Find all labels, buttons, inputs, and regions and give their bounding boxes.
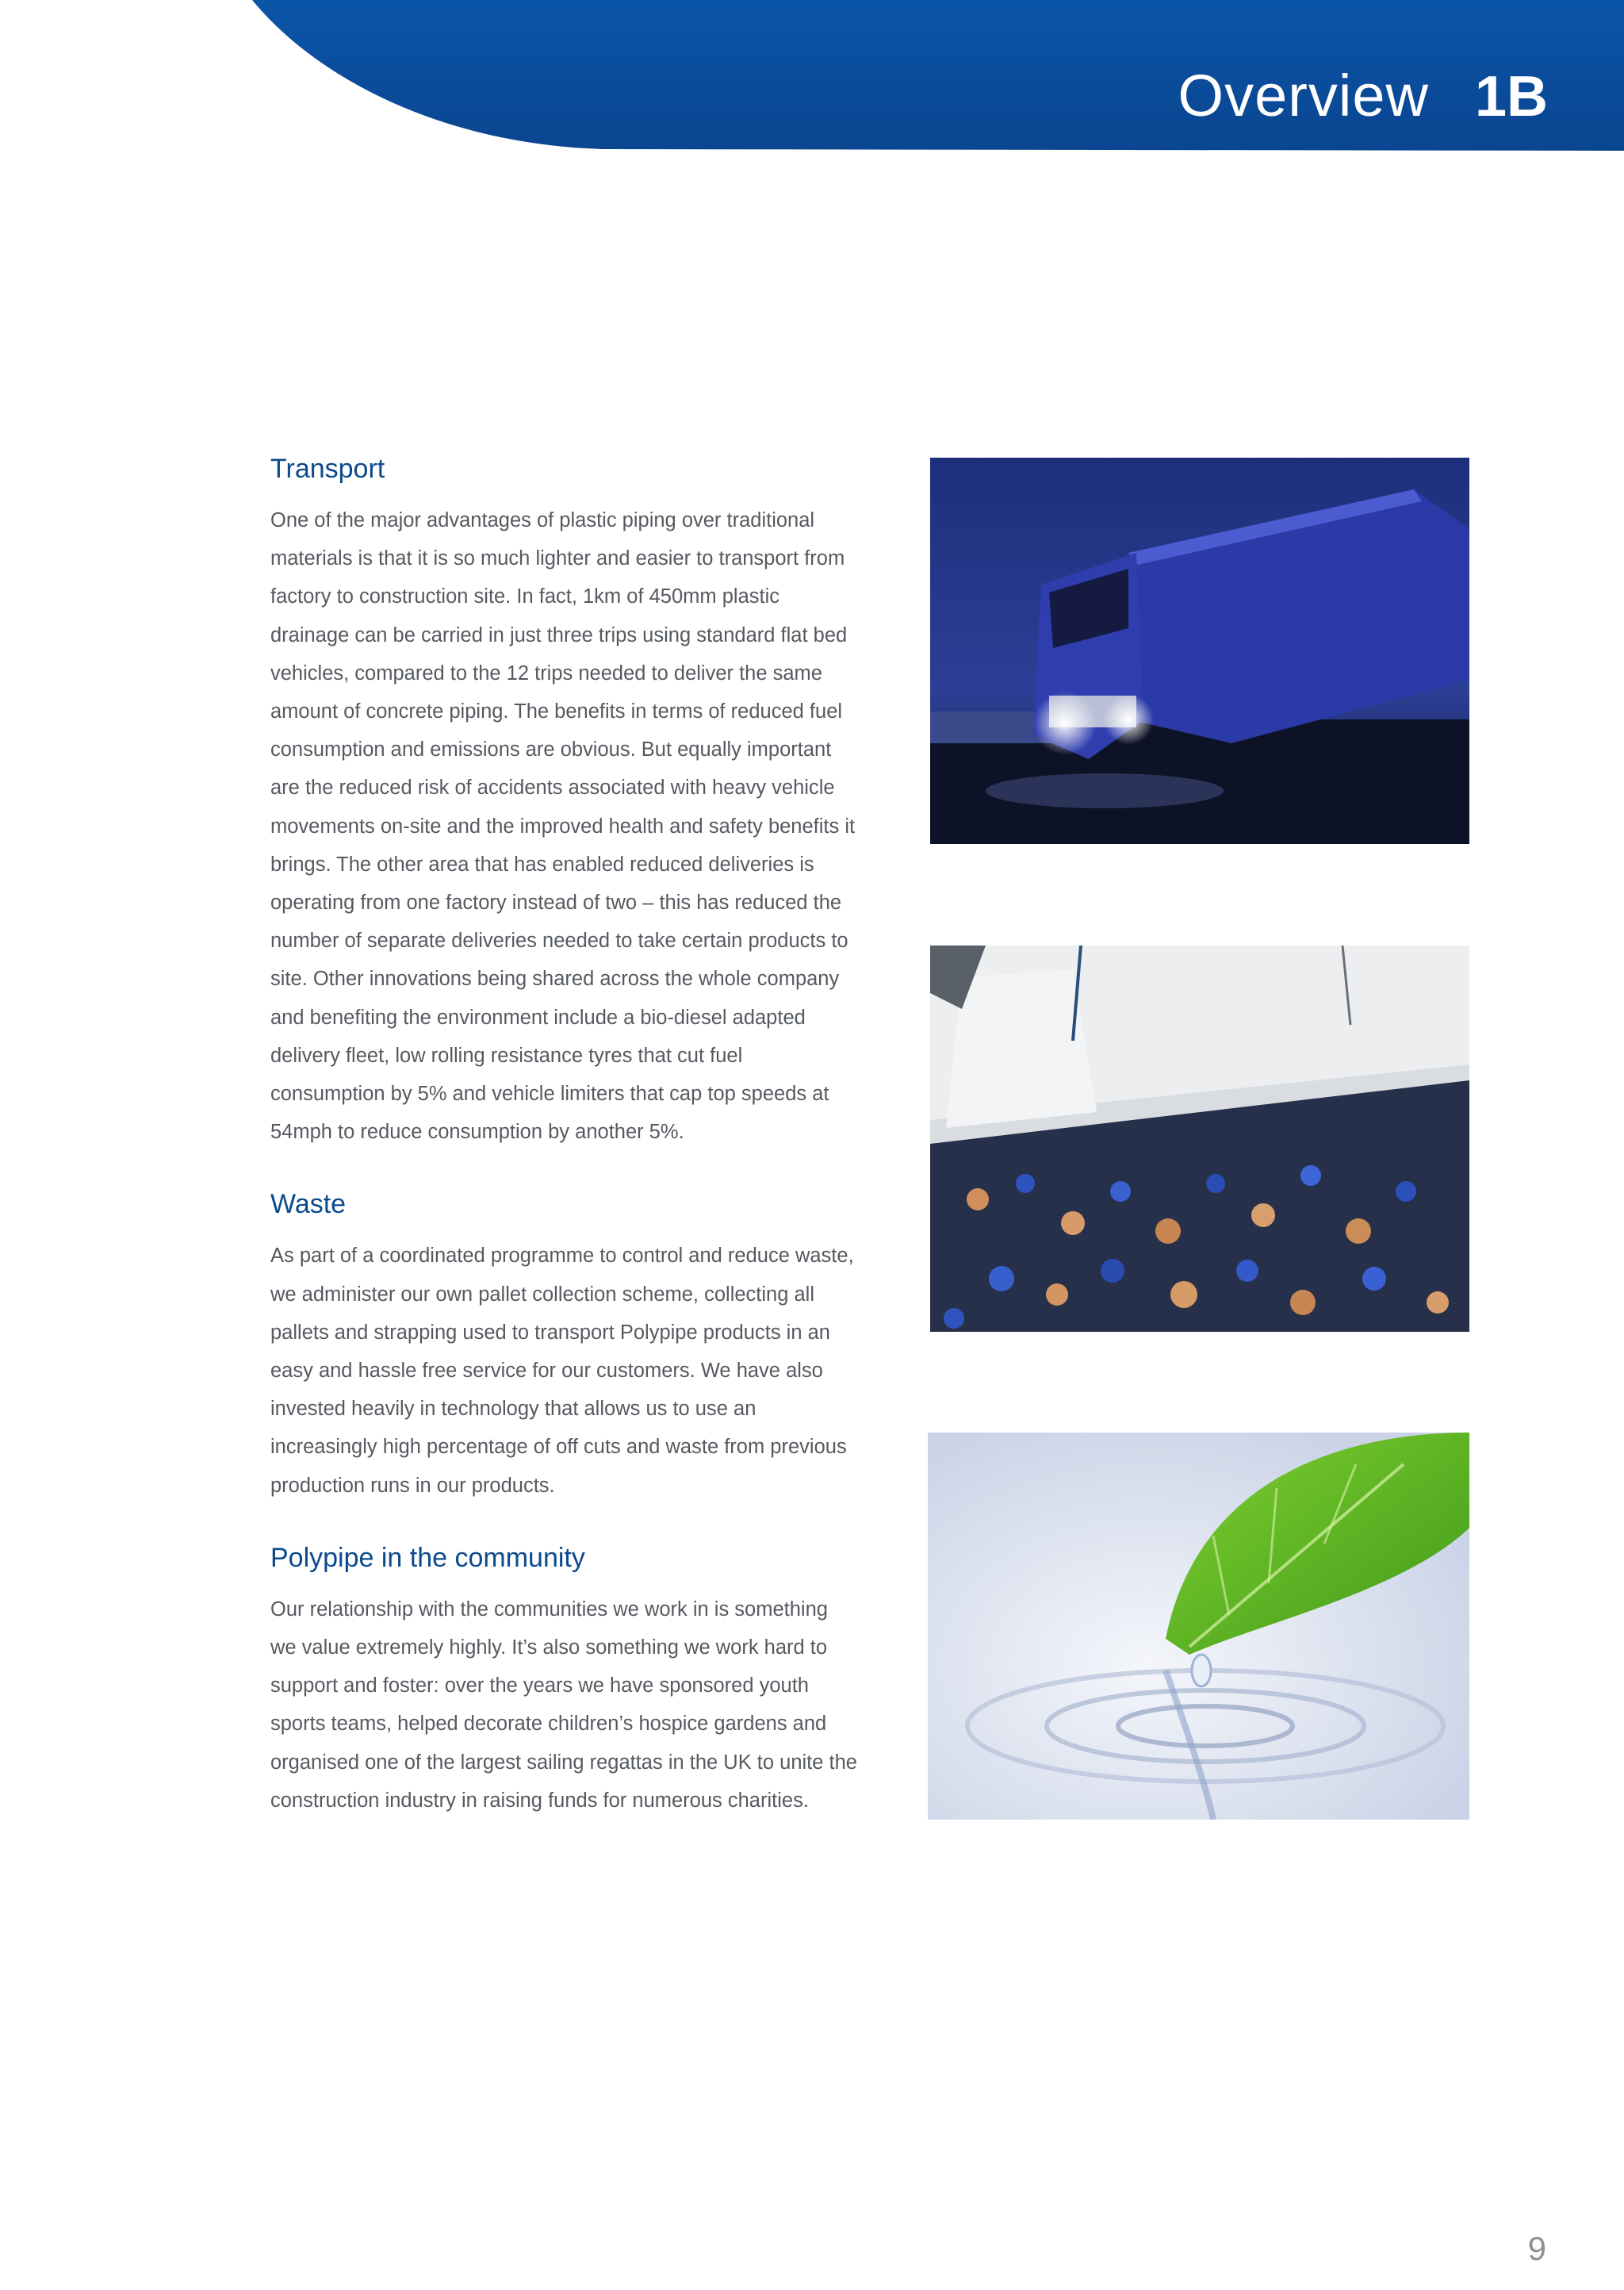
plastic-waste-photo: [930, 946, 1469, 1332]
transport-paragraph: One of the major advantages of plastic piping over traditional materials is that it is so much lighter and easier to transport from factory to construction site. In fact, 1km of 450mm plastic drainage can be carried in just three trips using standard flat bed vehicles, compared to the 12 trips needed to deliver the same amount of concrete piping. The benefits in terms of reduced fuel consumption and emissions are obvious. But equally important are the reduced risk of accidents associated with heavy vehicle movements on-site and the improved health and safety benefits it brings. The other area that has enabled reduced deliveries is operating from one factory instead of two – this has reduced the number of separate deliveries needed to take certain products to site. Other innovations being shared across the whole company and benefiting the environment include a bio-diesel adapted delivery fleet, low rolling resistance tyres that cut fuel consumption by 5% and vehicle limiters that cap top speeds at 54mph to reduce consumption by another 5%.: [270, 509, 856, 1144]
waste-paragraph: As part of a coordinated programme to control and reduce waste, we administer our own pallet collection scheme, collecting all pallets and strapping used to transport Polypipe products in an easy and hassle free service for our customers. We have also invested heavily in technology that allows us to use an increasingly high percentage of off cuts and waste from previous production runs in our products.: [270, 1245, 854, 1497]
transport-heading: Transport: [270, 454, 385, 484]
waste-section: [270, 1184, 857, 1504]
truck-photo: [930, 458, 1469, 844]
page-number: 9: [1527, 2230, 1546, 2267]
community-paragraph: Our relationship with the communities we work in is something we value extremely highly. It’s also something we work hard to support and foster: over the years we have sponsored youth sports teams, helped decorate children’s hospice gardens and organised one of the largest sailing regattas in the UK to unite the construction industry in raising funds for numerous charities.: [270, 1598, 857, 1812]
leaf-water-drop-photo: [928, 1433, 1469, 1820]
section-title: Overview: [1178, 63, 1429, 129]
section-code: 1B: [1474, 65, 1548, 129]
section-header: [1178, 62, 1548, 141]
transport-section: [270, 449, 857, 1151]
community-heading: Polypipe in the community: [270, 1542, 585, 1573]
waste-heading: Waste: [270, 1189, 347, 1220]
community-section: [270, 1538, 857, 1820]
text-column: [270, 449, 857, 1853]
